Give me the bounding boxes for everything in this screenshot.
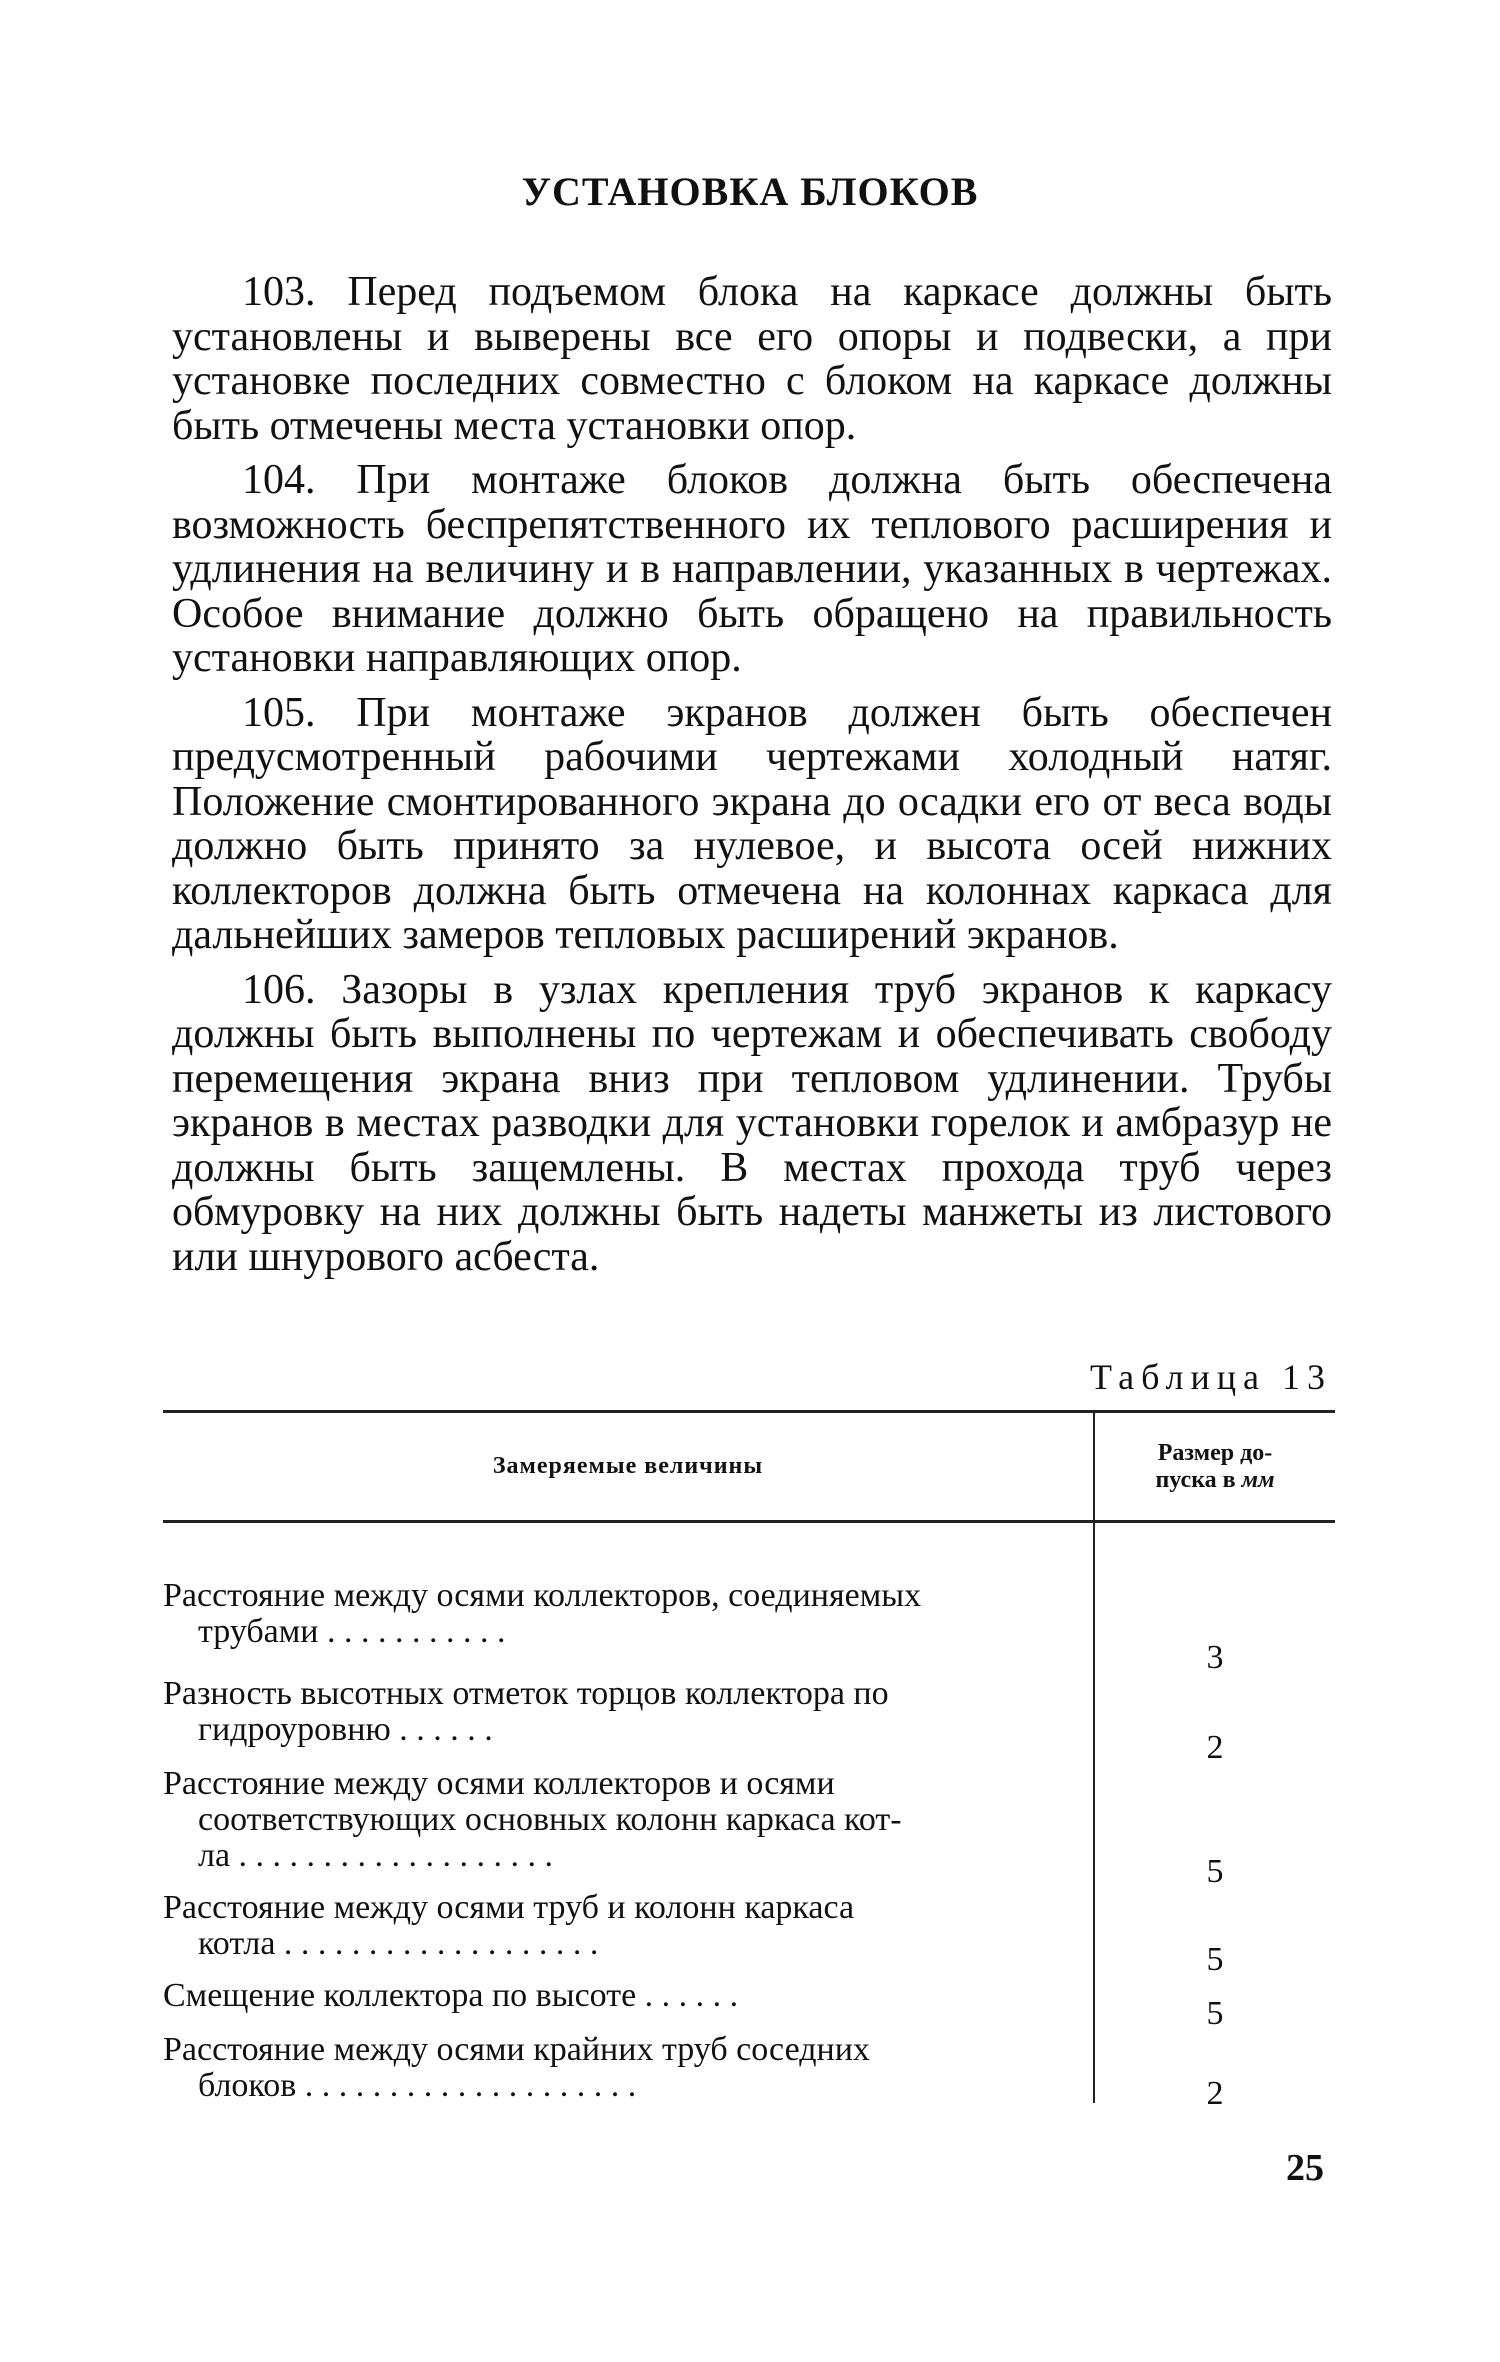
tolerance-value: 2 xyxy=(1206,1729,1224,1766)
paragraph-104: 104. При монтаже блоков должна быть обеспечена возможность беспрепятственного их теплового расширения и удлинения на величину и в направлении, указанных в чертежах. Особое внимание должно быть обращено на правильность установки направляющих опор. xyxy=(172,457,1332,681)
row-text-continuation: трубами . . . . . . . . . . . xyxy=(198,1613,506,1650)
paragraph-105: 105. При монтаже экранов должен быть обеспечен предусмотренный рабочими чертежами холодный натяг. Положение смонтированного экрана до осадки его от веса воды должно быть принято за нулевое, и высота осей нижних коллекторов должна быть отмечена на колоннах каркаса для дальнейших замеров тепловых расширений экранов. xyxy=(172,689,1332,958)
column-header-tolerance-line2: пуска в мм xyxy=(1155,1466,1275,1493)
table-body-value-column xyxy=(1095,1523,1335,2112)
table-row xyxy=(163,1578,1071,1676)
table-header xyxy=(163,1413,1335,1520)
table-row xyxy=(163,1978,1071,2032)
row-text: Расстояние между осями крайних труб соседних xyxy=(163,2031,870,2068)
section-heading: УСТАНОВКА БЛОКОВ xyxy=(521,169,979,214)
paragraph-106: 106. Зазоры в узлах крепления труб экранов к каркасу должны быть выполнены по чертежам и обеспечивать свободу перемещения экрана вниз при тепловом удлинении. Трубы экранов в местах разводки для установки горелок и амбразур не должны быть защемлены. В местах прохода труб через обмуровку на них должны быть надеты манжеты из листового или шнурового асбеста. xyxy=(172,966,1332,1280)
tolerance-value: 5 xyxy=(1206,1853,1224,1890)
row-text: Разность высотных отметок торцов коллектора по xyxy=(163,1675,889,1712)
row-text: Расстояние между осями коллекторов, соединяемых xyxy=(163,1577,922,1614)
table-row xyxy=(163,1766,1071,1890)
table-row xyxy=(163,1676,1071,1766)
row-text: Расстояние между осями коллекторов и осями xyxy=(163,1765,835,1802)
tolerance-value: 2 xyxy=(1206,2075,1224,2112)
tolerance-value: 3 xyxy=(1206,1639,1224,1676)
unit-label: мм xyxy=(1241,1466,1275,1493)
table-caption: Таблица 13 xyxy=(1090,1357,1332,1397)
column-header-measured: Замеряемые величины xyxy=(492,1453,764,1479)
row-text-continuation: ла . . . . . . . . . . . . . . . . . . . xyxy=(198,1837,554,1874)
table-row xyxy=(163,1890,1071,1978)
row-text: Смещение коллектора по высоте . . . . . . xyxy=(163,1977,739,2014)
column-header-tolerance-line1: Размер до- xyxy=(1157,1439,1273,1466)
column-header-tolerance xyxy=(1095,1413,1335,1520)
row-text-continuation: гидроуровню . . . . . . xyxy=(198,1711,493,1748)
row-text: Расстояние между осями труб и колонн каркаса xyxy=(163,1889,855,1926)
page-number: 25 xyxy=(1286,2147,1324,2189)
row-text-continuation: соответствующих основных колонн каркаса кот- xyxy=(198,1801,902,1838)
body-text xyxy=(172,270,1332,1289)
table-row xyxy=(163,2032,1071,2112)
paragraph-103: 103. Перед подъемом блока на каркасе должны быть установлены и выверены все его опоры и подвески, а при установке последних совместно с блоком на каркасе должны быть отмечены места установки опор. xyxy=(172,269,1332,449)
tolerance-table xyxy=(163,1410,1335,2112)
table-body xyxy=(163,1523,1335,2112)
table-body-text-column xyxy=(163,1523,1093,2112)
row-text-continuation: блоков . . . . . . . . . . . . . . . . . . . . xyxy=(198,2067,637,2104)
tolerance-value: 5 xyxy=(1206,1995,1224,2032)
row-text-continuation: котла . . . . . . . . . . . . . . . . . . . xyxy=(198,1925,599,1962)
tolerance-value: 5 xyxy=(1206,1941,1224,1978)
